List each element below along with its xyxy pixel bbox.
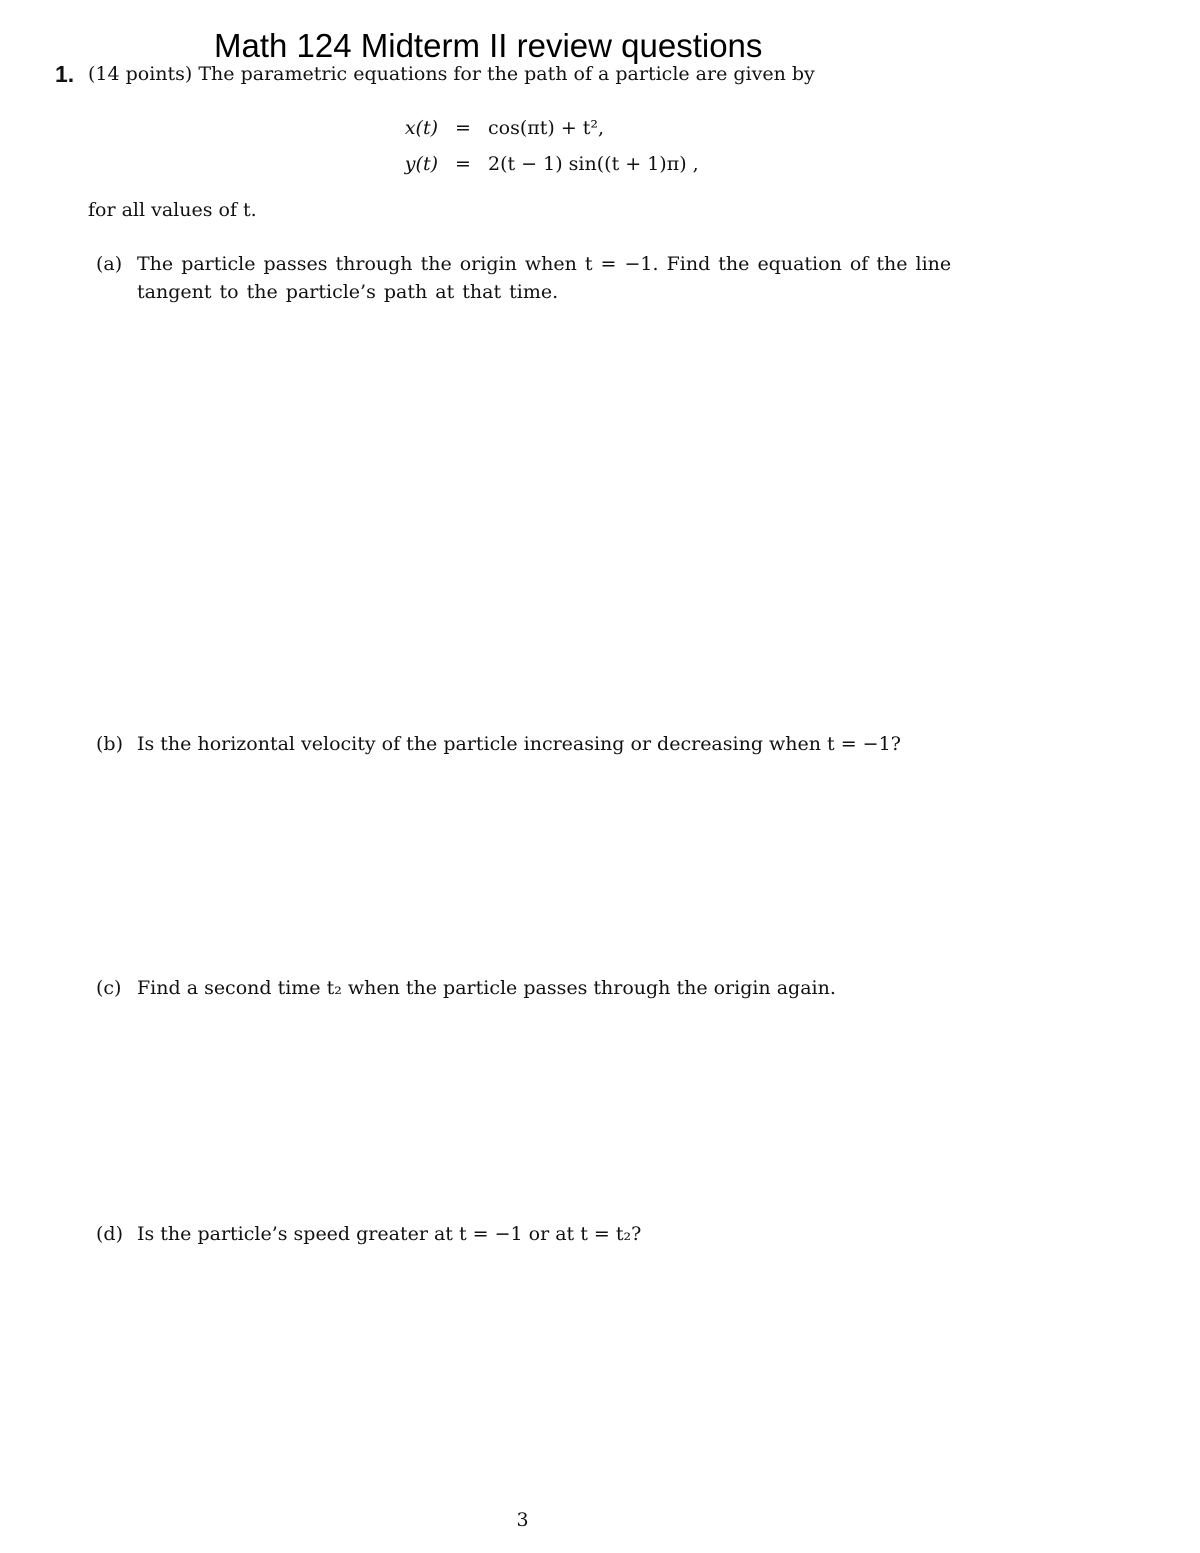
- page-number: 3: [516, 1509, 529, 1531]
- page-title: Math 124 Midterm II review questions: [214, 27, 763, 64]
- equation-row-y: [388, 146, 699, 182]
- part-c-text: Find a second time t₂ when the particle passes through the origin again.: [137, 977, 836, 999]
- question-number: 1.: [55, 61, 75, 87]
- part-d-text: Is the particle’s speed greater at t = −1 or at t = t₂?: [137, 1223, 642, 1245]
- equation-rhs: cos(πt) + t²,: [488, 117, 605, 139]
- question-intro: (14 points) The parametric equations for the path of a particle are given by: [88, 63, 815, 85]
- part-a-text: The particle passes through the origin when t = −1. Find the equation of the line tangent to the particle’s path at that time.: [137, 253, 952, 303]
- equation-operator: =: [455, 153, 471, 175]
- part-d-label: (d): [96, 1223, 123, 1245]
- equation-operator: =: [455, 117, 471, 139]
- part-c-label: (c): [96, 977, 122, 999]
- for-all-values: for all values of t.: [88, 199, 257, 221]
- part-b-label: (b): [96, 733, 123, 755]
- parametric-equations: [388, 110, 699, 182]
- equation-row-x: [388, 110, 699, 146]
- equation-lhs: x(t): [404, 117, 438, 139]
- part-b-text: Is the horizontal velocity of the particle increasing or decreasing when t = −1?: [137, 733, 901, 755]
- part-a-label: (a): [96, 253, 123, 275]
- equation-rhs: 2(t − 1) sin((t + 1)π) ,: [488, 153, 699, 175]
- equation-lhs: y(t): [404, 153, 438, 175]
